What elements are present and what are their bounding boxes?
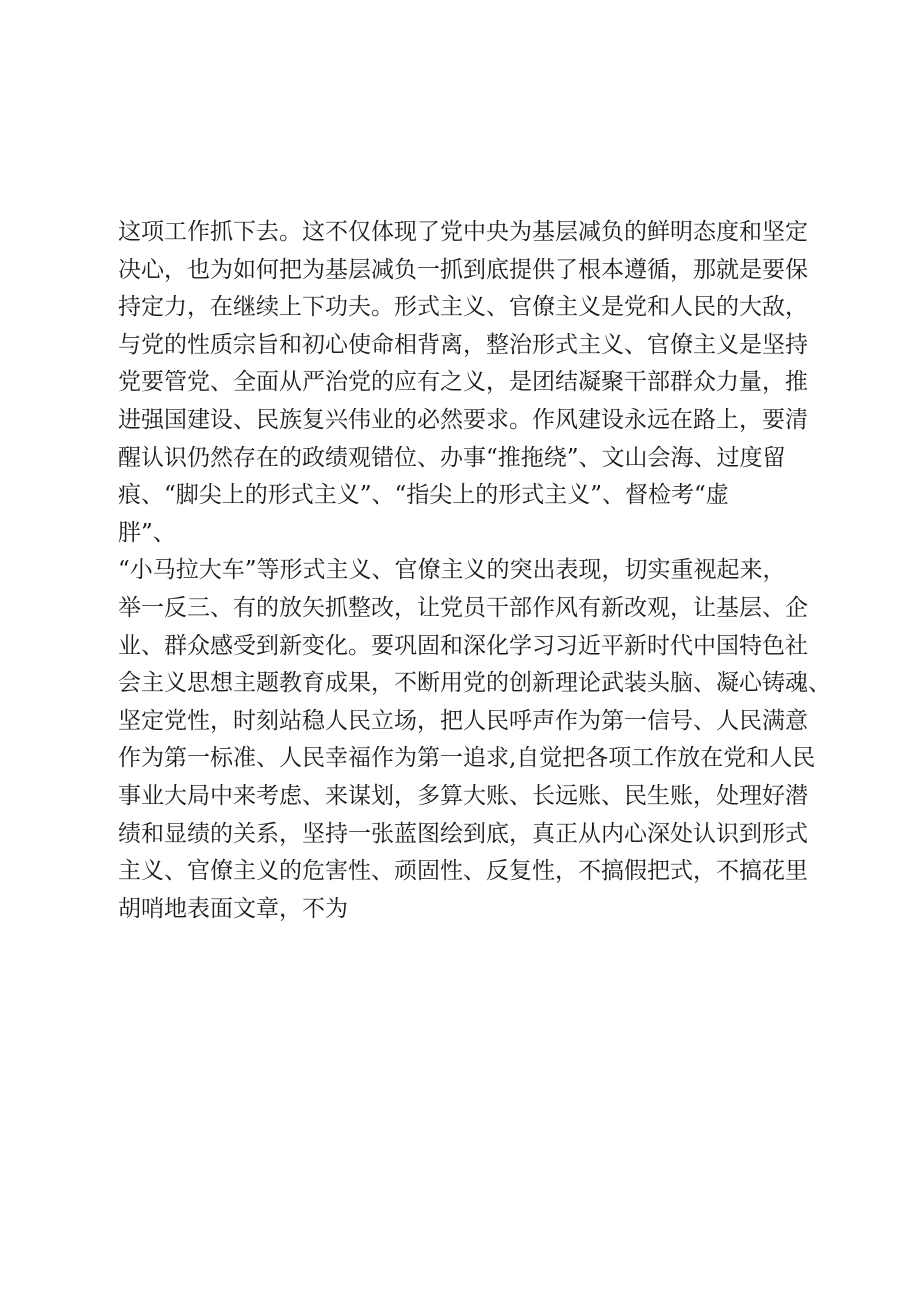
text-line: 与党的性质宗旨和初心使命相背离，整治形式主义、官僚主义是坚持 — [118, 331, 808, 358]
text-line: “小马拉大车”等形式主义、官僚主义的突出表现，切实重视起来， — [118, 557, 786, 584]
text-line: 醒认识仍然存在的政绩观错位、办事“推拖绕”、文山会海、过度留 — [118, 444, 786, 471]
text-line: 胖”、 — [118, 519, 176, 546]
text-line: 坚定党性，时刻站稳人民立场，把人民呼声作为第一信号、人民满意 — [118, 707, 808, 734]
text-line: 作为第一标准、人民幸福作为第一追求,自觉把各项工作放在党和人民 — [118, 745, 816, 772]
text-line: 党要管党、全面从严治党的应有之义，是团结凝聚干部群众力量，推 — [118, 369, 808, 396]
text-line: 举一反三、有的放矢抓整改，让党员干部作风有新改观，让基层、企 — [118, 594, 808, 621]
text-line: 事业大局中来考虑、来谋划，多算大账、长远账、民生账，处理好潜 — [118, 782, 808, 809]
text-line: 持定力，在继续上下功夫。形式主义、官僚主义是党和人民的大敌， — [118, 294, 808, 321]
text-line: 主义、官僚主义的危害性、顽固性、反复性，不搞假把式，不搞花里 — [118, 858, 808, 885]
text-line: 这项工作抓下去。这不仅体现了党中央为基层减负的鲜明态度和坚定 — [118, 219, 808, 245]
text-line: 进强国建设、民族复兴伟业的必然要求。作风建设永远在路上，要清 — [118, 406, 808, 433]
text-line: 业、群众感受到新变化。要巩固和深化学习习近平新时代中国特色社 — [118, 632, 808, 659]
text-line: 胡哨地表面文章，不为 — [118, 895, 348, 922]
text-line: 绩和显绩的关系，坚持一张蓝图绘到底，真正从内心深处认识到形式 — [118, 820, 808, 847]
text-line: 会主义思想主题教育成果，不断用党的创新理论武装头脑、凝心铸魂、 — [118, 670, 831, 697]
text-line: 决心，也为如何把为基层减负一抓到底提供了根本遵循，那就是要保 — [118, 256, 808, 283]
text-line: 痕、“脚尖上的形式主义”、“指尖上的形式主义”、督检考“虚 — [118, 482, 729, 509]
body-text — [118, 214, 838, 928]
